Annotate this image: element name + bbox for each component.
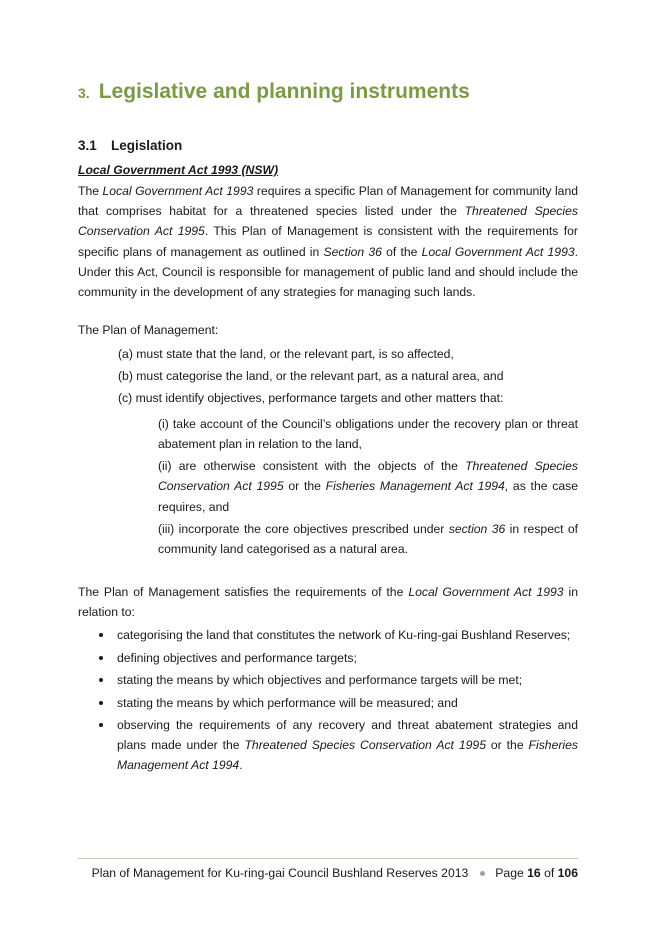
text-run: The: [78, 184, 103, 198]
page-footer: [78, 866, 578, 880]
italic-text-run: Threatened Species Conservation Act 1995: [78, 204, 578, 239]
page-number: 16: [527, 866, 541, 880]
italic-text-run: Local Government Act 1993: [102, 184, 254, 198]
total-pages: 106: [557, 866, 578, 880]
list-item: [158, 414, 578, 454]
text-run: of the: [381, 244, 422, 259]
sub-requirements-list: [158, 414, 578, 561]
text-run: requires a specific Plan of Management for community land that comprises habitat for a threatened species listed under the: [78, 184, 579, 219]
footer-divider: [78, 858, 578, 859]
bullet-text: [117, 718, 578, 772]
page-indicator: [495, 866, 578, 880]
bullet-item: [78, 670, 578, 690]
italic-text-run: section 36: [448, 521, 506, 536]
text-run: . This Plan of Management is consistent with the requirements for specific plans of management as outlined in: [78, 224, 578, 259]
text-run: or the: [283, 479, 326, 494]
italic-text-run: Local Government Act 1993: [408, 585, 564, 599]
section-heading: [78, 138, 182, 153]
bullet-icon: [99, 701, 103, 705]
text-run: , as the case requires, and: [158, 479, 578, 514]
bullet-icon: [99, 656, 103, 660]
text-run: (ii) are otherwise consistent with the objects of the: [158, 459, 466, 474]
list-item: (b) must categorise the land, or the relevant part, as a natural area, and: [118, 369, 504, 383]
section-number: 3.1: [78, 138, 97, 153]
bullet-icon: [99, 723, 103, 727]
bullet-item: [78, 625, 578, 645]
text-run: or the: [485, 738, 529, 753]
list-item: [158, 519, 578, 559]
italic-text-run: Section 36: [323, 244, 382, 259]
list-item: (a) must state that the land, or the relevant part, is so affected,: [118, 347, 454, 361]
text-run: (i) take account of the Council’s obligations under the recovery plan or threat abatement plan in relation to the land,: [158, 417, 578, 452]
text-run: stating the means by which performance will be measured; and: [117, 695, 458, 710]
bullet-icon: [99, 678, 103, 682]
italic-text-run: Fisheries Management Act 1994: [117, 738, 578, 773]
separator-dot-icon: [480, 871, 485, 876]
text-run: (iii) incorporate the core objectives prescribed under: [158, 521, 449, 536]
of-label: of: [544, 866, 555, 880]
bullet-text: [117, 651, 357, 665]
chapter-number: 3.: [78, 85, 90, 101]
text-run: defining objectives and performance targets;: [117, 650, 357, 665]
bullet-list: [78, 625, 578, 778]
paragraph-satisfies: [78, 582, 578, 622]
page-label: Page: [495, 866, 524, 880]
italic-text-run: Threatened Species Conservation Act 1995: [244, 738, 486, 753]
text-run: The Plan of Management satisfies the requirements of the: [78, 585, 409, 599]
footer-document-title: Plan of Management for Ku-ring-gai Council Bushland Reserves 2013: [91, 866, 469, 880]
paragraph-intro: [78, 181, 578, 302]
text-run: in relation to:: [78, 585, 579, 620]
text-run: observing the requirements of any recovery and threat abatement strategies and plans made under the: [117, 718, 578, 753]
text-run: in respect of community land categorised as a natural area.: [158, 521, 578, 556]
italic-text-run: Local Government Act 1993: [421, 244, 575, 259]
act-heading: Local Government Act 1993 (NSW): [78, 163, 279, 177]
bullet-item: [78, 715, 578, 776]
chapter-heading: [78, 80, 470, 104]
bullet-icon: [99, 633, 103, 637]
list-item: (c) must identify objectives, performance targets and other matters that:: [118, 391, 504, 405]
text-run: stating the means by which objectives and performance targets will be met;: [117, 673, 523, 687]
text-run: categorising the land that constitutes the network of Ku-ring-gai Bushland Reserves;: [117, 628, 571, 642]
section-title: Legislation: [111, 138, 183, 153]
text-run: . Under this Act, Council is responsible for management of public land and should include the community in the development of any strategies for managing such lands.: [78, 244, 579, 300]
italic-text-run: Fisheries Management Act 1994: [325, 479, 505, 494]
chapter-title: Legislative and planning instruments: [98, 80, 470, 103]
paragraph-plan-of-management: The Plan of Management:: [78, 323, 219, 337]
bullet-text: [117, 673, 522, 687]
bullet-text: [117, 628, 570, 642]
requirements-list: [118, 344, 578, 410]
bullet-item: [78, 648, 578, 668]
italic-text-run: Threatened Species Conservation Act 1995: [158, 459, 578, 494]
text-run: .: [239, 758, 243, 773]
list-item: [158, 456, 578, 517]
bullet-item: [78, 693, 578, 713]
bullet-text: [117, 696, 458, 710]
